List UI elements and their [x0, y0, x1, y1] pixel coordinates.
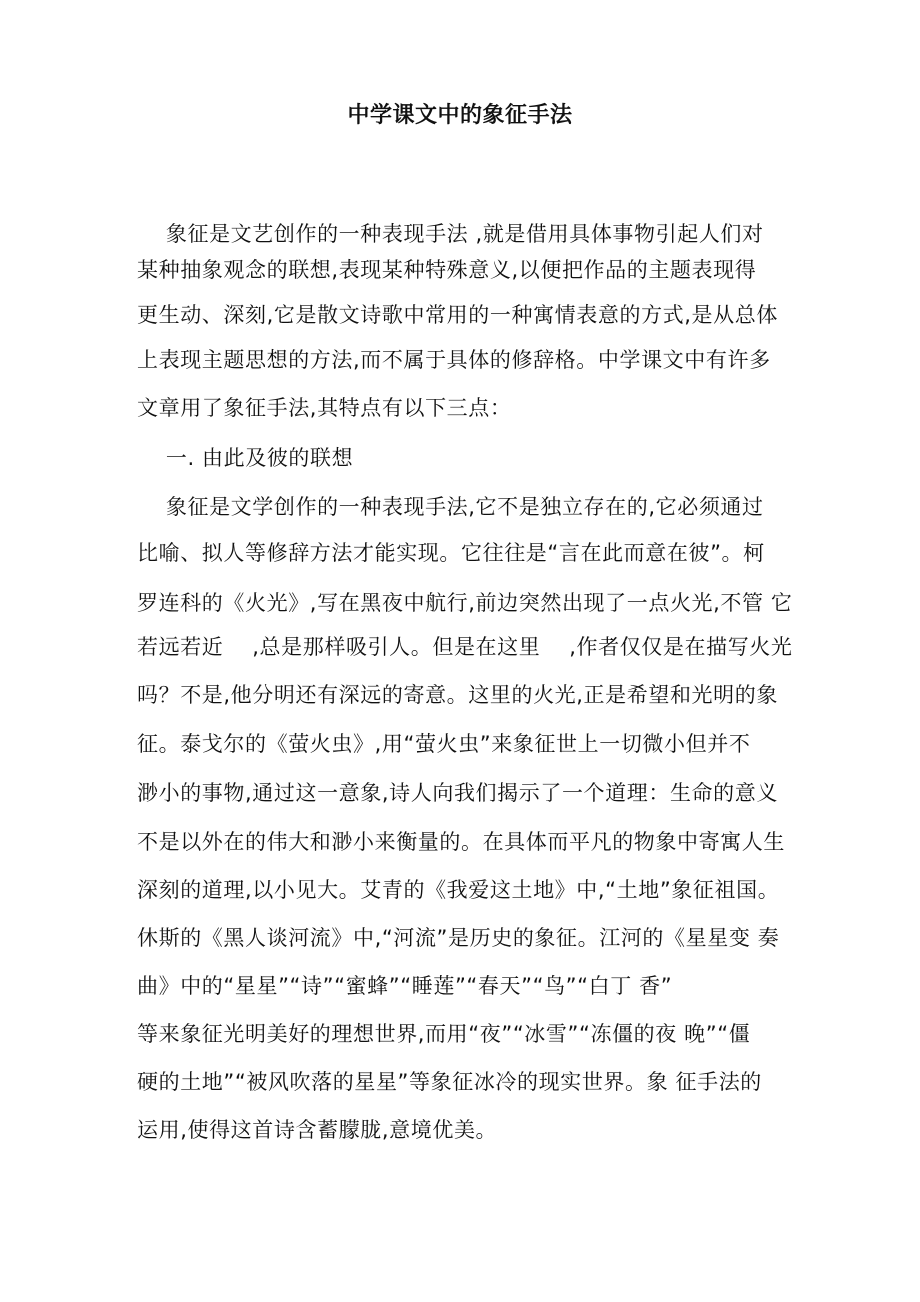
paragraph-2-line: 若远若近 ,总是那样吸引人。但是在这里 ,作者仅仅是在描写火光: [137, 635, 793, 659]
paragraph-2-line: 比喻、拟人等修辞方法才能实现。它往往是“言在此而意在彼”。柯: [137, 541, 765, 565]
paragraph-2-line: 罗连科的《火光》,写在黑夜中航行,前边突然出现了一点火光,不管 它: [137, 591, 793, 615]
paragraph-1-line: 文章用了象征手法,其特点有以下三点：: [137, 396, 512, 420]
paragraph-2-line: 象征是文学创作的一种表现手法,它不是独立存在的,它必须通过: [137, 495, 764, 519]
paragraph-2-line: 运用,使得这首诗含蓄朦胧,意境优美。: [137, 1118, 498, 1142]
paragraph-2-line: 渺小的事物,通过这一意象,诗人向我们揭示了一个道理：生命的意义: [137, 781, 778, 805]
section-heading: 一. 由此及彼的联想: [137, 446, 354, 470]
paragraph-2-line: 深刻的道理,以小见大。艾青的《我爱这土地》中,“土地”象征祖国。: [137, 878, 780, 902]
paragraph-1-line: 上表现主题思想的方法,而不属于具体的修辞格。中学课文中有许多: [137, 348, 771, 372]
paragraph-1-line: 更生动、深刻,它是散文诗歌中常用的一种寓情表意的方式,是从总体: [137, 303, 778, 327]
document-title: 中学课文中的象征手法: [347, 103, 573, 128]
paragraph-2-line: 吗？不是,他分明还有深远的寄意。这里的火光,正是希望和光明的象: [137, 683, 778, 707]
paragraph-2-line: 休斯的《黑人谈河流》中,“河流”是历史的象征。江河的《星星变 奏: [137, 926, 780, 950]
paragraph-2-line: 不是以外在的伟大和渺小来衡量的。在具体而平凡的物象中寄寓人生: [137, 830, 785, 854]
paragraph-2-line: 等来象征光明美好的理想世界,而用“夜”“冰雪”“冻僵的夜 晚”“僵: [137, 1022, 751, 1046]
paragraph-2-line: 曲》中的“星星”“诗”“蜜蜂”“睡莲”“春天”“鸟”“白丁 香”: [137, 974, 673, 998]
paragraph-1-line: 某种抽象观念的联想,表现某种特殊意义,以便把作品的主题表现得: [137, 258, 757, 282]
paragraph-1-line: 象征是文艺创作的一种表现手法 ,就是借用具体事物引起人们对: [137, 222, 764, 246]
paragraph-2-line: 硬的土地”“被风吹落的星星”等象征冰冷的现实世界。象 征手法的: [137, 1070, 762, 1094]
paragraph-2-line: 征。泰戈尔的《萤火虫》,用“萤火虫”来象征世上一切微小但并不: [137, 732, 751, 756]
